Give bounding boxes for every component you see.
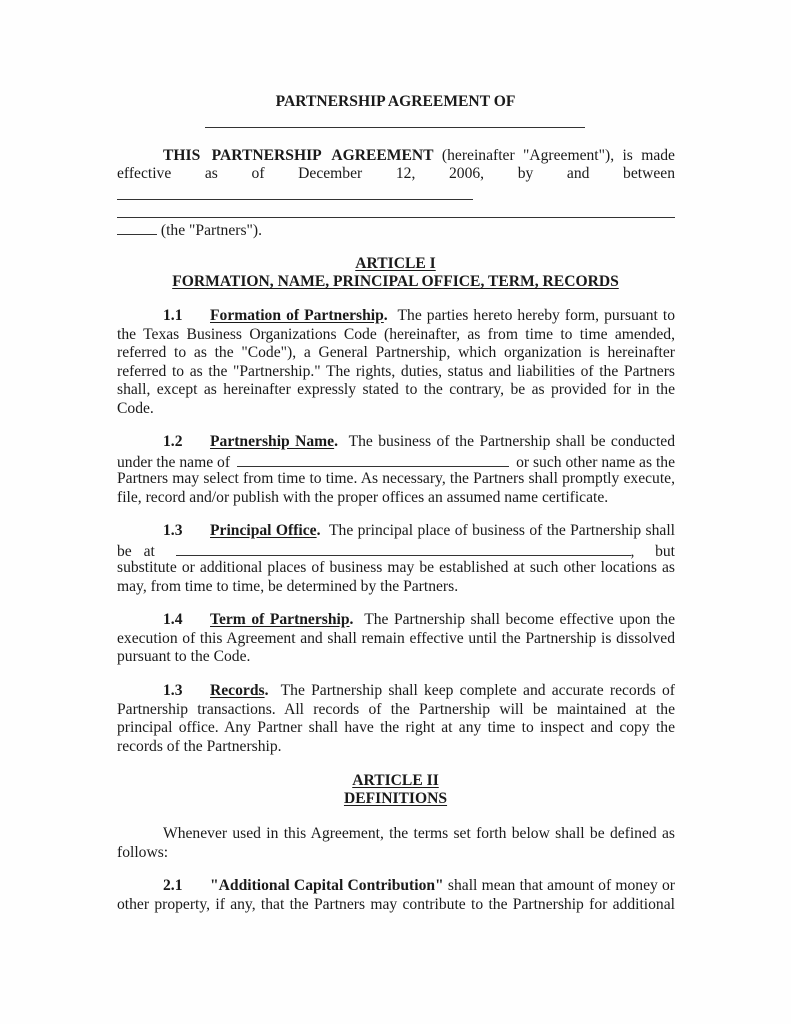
intro-word: December: [298, 165, 363, 182]
section-1-1-line-4: referred to as the "Partnership." The rights, duties, status and liabilities of the Partners: [117, 362, 675, 380]
section-1-1-line-5: shall, except as hereinafter expressly stated to the contrary, be as provided for in the: [117, 381, 675, 398]
intro-line-1: [117, 147, 675, 166]
section-1-4-line-2: execution of this Agreement and shall remain effective until the Partnership is dissolved: [117, 629, 675, 647]
intro-word: 2006,: [448, 165, 485, 182]
intro-word: between: [623, 165, 675, 182]
section-1-1-line-3: referred to as the "Code"), a General Partnership, which organization is hereinafter: [117, 344, 675, 361]
section-number: 2.1: [163, 877, 183, 894]
section-number: 1.3: [163, 682, 183, 699]
section-1-2-line-4: file, record and/or publish with the proper offices an assumed name certificate.: [117, 488, 609, 506]
section-records-line-4: records of the Partnership.: [117, 737, 282, 755]
section-heading: Partnership Name: [210, 433, 335, 450]
section-1-3-line-4: may, from time to time, be determined by the Partners.: [117, 577, 459, 595]
intro-word: by: [517, 165, 534, 182]
intro-lead: THIS PARTNERSHIP AGREEMENT: [163, 147, 434, 164]
section-heading: Records: [210, 682, 265, 699]
article-1-label: ARTICLE I: [355, 255, 436, 272]
section-number: 1.3: [163, 522, 183, 539]
section-1-3-line-3: substitute or additional places of business may be established at such other locations as: [117, 559, 675, 576]
title-blank-line: [205, 127, 585, 128]
partner-blank-line-2: [117, 217, 675, 218]
definitions-intro-line-1: Whenever used in this Agreement, the terms set forth below shall be defined as: [163, 825, 675, 842]
section-1-3-line-2: be at , but: [117, 542, 675, 560]
article-2-label: ARTICLE II: [352, 772, 439, 789]
partner-blank-line-1: [117, 199, 473, 200]
section-records-line-3: principal office. Any Partner shall have the right at any time to inspect and copy the: [117, 719, 675, 736]
intro-word: 12,: [395, 165, 416, 182]
intro-line1-rest: (hereinafter "Agreement"), is made: [441, 147, 675, 164]
intro-partners-line: [117, 220, 675, 241]
article-1-title: FORMATION, NAME, PRINCIPAL OFFICE, TERM, RECORDS: [172, 273, 619, 290]
intro-word: effective: [117, 165, 172, 182]
section-1-1-line-2: the Texas Business Organizations Code (hereinafter, as from time to time amended,: [117, 325, 675, 343]
section-1-2-line-1: 1.2 Partnership Name. The business of the Partnership shall be conducted: [163, 433, 675, 450]
intro-word: of: [251, 165, 265, 182]
definitions-intro-line-2: follows:: [117, 843, 169, 861]
principal-office-blank: [176, 541, 631, 556]
section-1-1-line-6: Code.: [117, 399, 154, 417]
intro-line-2: [117, 165, 675, 184]
partner-blank-short: [117, 220, 157, 235]
document-title: PARTNERSHIP AGREEMENT OF: [275, 93, 516, 110]
section-records-line-1: 1.3 Records. The Partnership shall keep complete and accurate records of: [163, 682, 675, 699]
section-1-4-line-1: 1.4 Term of Partnership. The Partnership shall become effective upon the: [163, 611, 676, 628]
section-number: 1.2: [163, 433, 183, 450]
section-1-2-line-3: Partners may select from time to time. As necessary, the Partners shall promptly execute,: [117, 470, 675, 487]
section-1-4-line-3: pursuant to the Code.: [117, 648, 251, 665]
section-number: 1.1: [163, 307, 183, 324]
section-records-line-2: Partnership transactions. All records of the Partnership will be maintained at the: [117, 700, 675, 718]
intro-word: as: [204, 165, 218, 182]
section-heading: Principal Office: [210, 522, 317, 539]
section-1-3-line-1: 1.3 Principal Office. The principal place of business of the Partnership shall: [163, 522, 676, 539]
section-number: 1.4: [163, 611, 183, 628]
section-1-1-line-1: 1.1 Formation of Partnership. The parties hereto hereby form, pursuant to: [163, 307, 675, 324]
section-heading: Formation of Partnership: [210, 307, 384, 324]
section-1-2-line-2: under the name of or such other name as the: [117, 453, 675, 471]
partnership-name-blank: [237, 452, 509, 467]
defined-term: "Additional Capital Contribution": [210, 877, 444, 894]
section-2-1-line-2: other property, if any, that the Partners may contribute to the Partnership for additional: [117, 895, 675, 913]
partners-suffix: (the "Partners").: [160, 222, 262, 239]
article-2-title: DEFINITIONS: [343, 790, 448, 807]
section-heading: Term of Partnership: [210, 611, 350, 628]
intro-word: and: [566, 165, 590, 182]
section-2-1-line-1: 2.1 "Additional Capital Contribution" shall mean that amount of money or: [163, 877, 675, 894]
